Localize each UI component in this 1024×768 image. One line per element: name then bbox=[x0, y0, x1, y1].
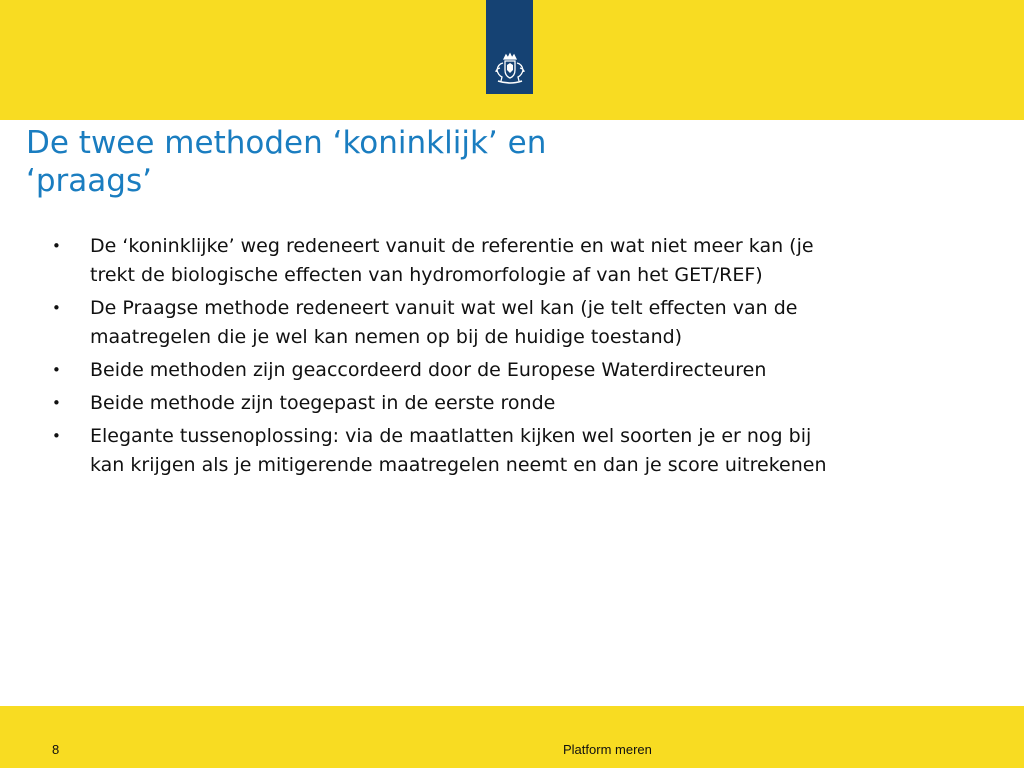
slide-title-line: De twee methoden ‘koninklijk’ en bbox=[26, 125, 547, 161]
bullet-text-line: De Praagse methode redeneert vanuit wat wel kan (je telt effecten van de bbox=[90, 297, 798, 319]
bullet-icon: • bbox=[52, 427, 61, 445]
bullet-list bbox=[52, 232, 992, 484]
bullet-text-line: kan krijgen als je mitigerende maatregelen neemt en dan je score uitrekenen bbox=[90, 454, 827, 476]
slide-title-line: ‘praags’ bbox=[26, 163, 152, 199]
footer-band bbox=[0, 706, 1024, 768]
bullet-item bbox=[52, 356, 992, 385]
bullet-item bbox=[52, 294, 992, 352]
bullet-item bbox=[52, 422, 992, 480]
bullet-text-line: De ‘koninklijke’ weg redeneert vanuit de referentie en wat niet meer kan (je bbox=[90, 235, 814, 257]
bullet-icon: • bbox=[52, 237, 61, 255]
bullet-text-line: maatregelen die je wel kan nemen op bij de huidige toestand) bbox=[90, 326, 683, 348]
slide-title bbox=[26, 124, 726, 200]
page-number: 8 bbox=[52, 742, 60, 757]
bullet-text-line: Elegante tussenoplossing: via de maatlatten kijken wel soorten je er nog bij bbox=[90, 425, 812, 447]
bullet-icon: • bbox=[52, 361, 61, 379]
bullet-icon: • bbox=[52, 299, 61, 317]
footer-label: Platform meren bbox=[563, 742, 652, 757]
bullet-text-line: trekt de biologische effecten van hydromorfologie af van het GET/REF) bbox=[90, 264, 763, 286]
bullet-item bbox=[52, 389, 992, 418]
logo-ribbon bbox=[486, 0, 533, 94]
bullet-text-line: Beide methoden zijn geaccordeerd door de Europese Waterdirecteuren bbox=[90, 359, 767, 381]
bullet-icon: • bbox=[52, 394, 61, 412]
bullet-text-line: Beide methode zijn toegepast in de eerste ronde bbox=[90, 392, 556, 414]
coat-of-arms-icon bbox=[491, 50, 529, 88]
header-band bbox=[0, 0, 1024, 120]
bullet-item bbox=[52, 232, 992, 290]
